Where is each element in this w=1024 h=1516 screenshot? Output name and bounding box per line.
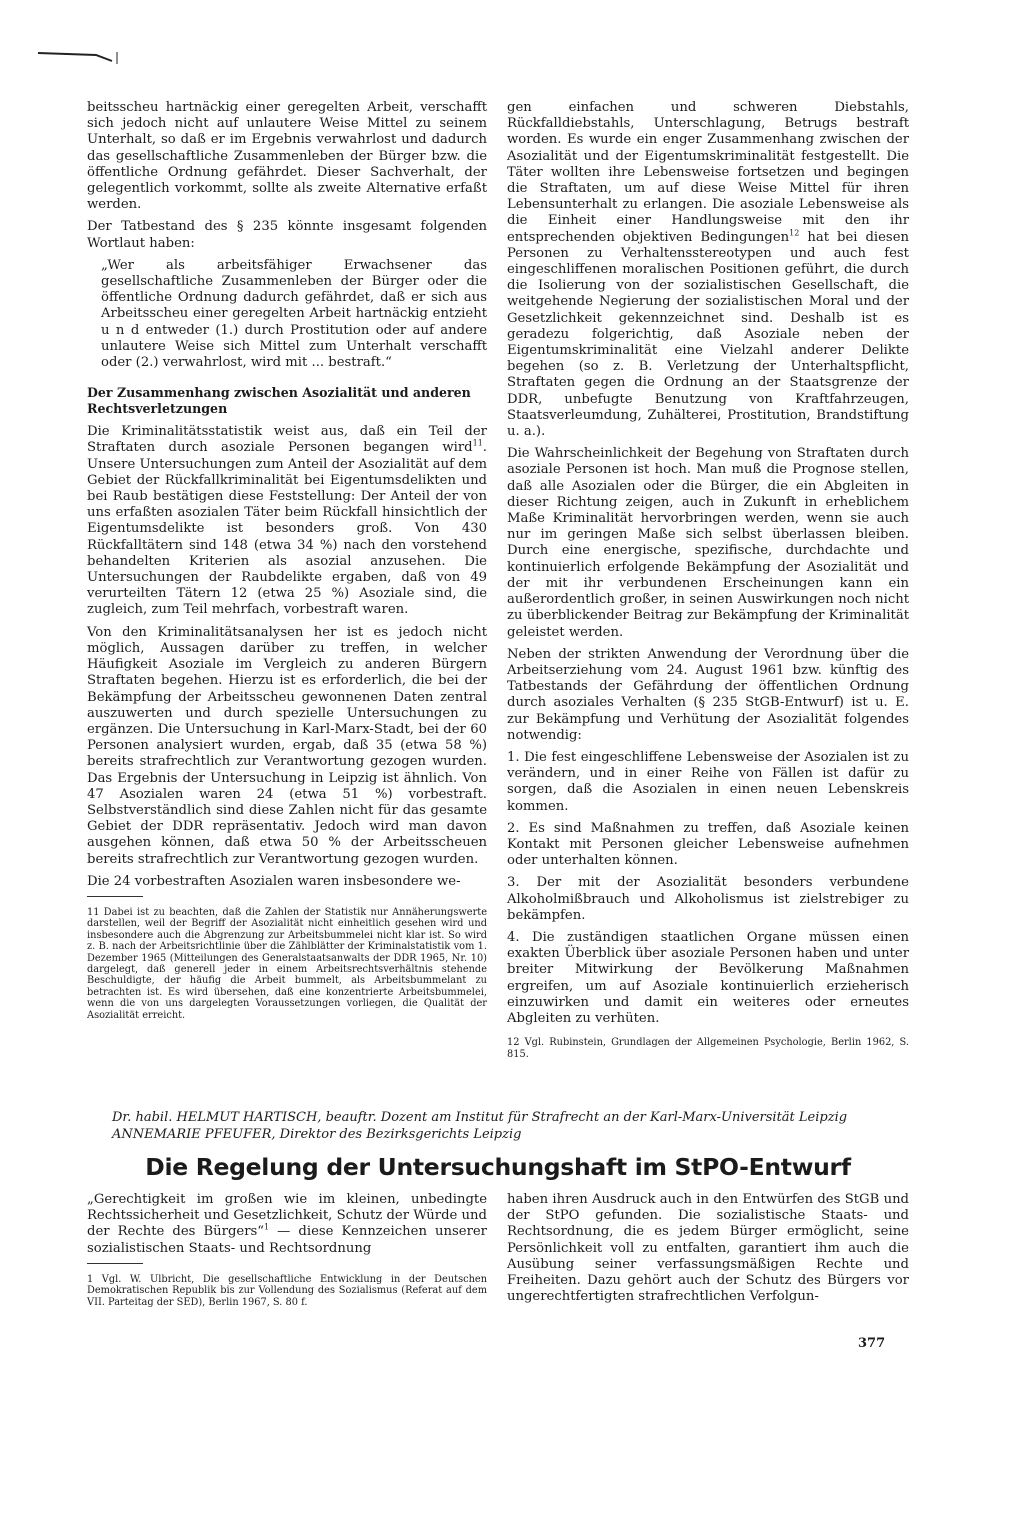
author-block [112,1110,912,1143]
paragraph [87,1192,487,1257]
footnote: 12 Vgl. Rubinstein, Grundlagen der Allgemeinen Psychologie, Berlin 1962, S. 815. [507,1037,909,1060]
author-line: Dr. habil. HELMUT HARTISCH, beauftr. Dozent am Institut für Strafrecht an der Karl-Marx-Universität Leipzig [112,1110,848,1125]
paragraph-text: — diese Kennzeichen unserer sozialistischen Staats- und Rechtsordnung [87,1224,487,1256]
paragraph: Der Tatbestand des § 235 könnte insgesamt folgenden Wortlaut haben: [87,219,487,251]
list-item: 3. Der mit der Asozialität besonders verbundene Alkoholmißbrauch und Alkoholismus ist zielstrebiger zu bekämpfen. [507,875,909,923]
paragraph [507,100,909,440]
paragraph: beitsscheu hartnäckig einer geregelten Arbeit, verschafft sich jedoch nicht auf unlautere Weise Mittel zu seinem Unterhalt, so daß er im Ergebnis verwahrlost und dadurch das gesellschaftliche Zusammenleben der Bürger bzw. die öffentliche Ordnung gefährdet. Dieser Sachverhalt, der gelegentlich vorkommt, sollte als zweite Alternative erfaßt werden. [87,100,487,213]
footnote: 11 Dabei ist zu beachten, daß die Zahlen der Statistik nur Annäherungswerte darstellen, weil der Begriff der Asozialität nicht einheitlich gesehen wird und insbesondere auch die Abgrenzung zur Arbeitsbummelei nicht klar ist. So wird z. B. nach der Arbeitsrichtlinie über die Zählblätter der Kriminalstatistik vom 1. Dezember 1965 (Mitteilungen des Generalstaatsanwalts der DDR 1965, Nr. 10) dargelegt, daß generell jeder in einem Arbeitsrechtsverhältnis stehende Beschuldigte, der häufig die Arbeit bummelt, als Arbeitsbummelant zu betrachten ist. Es wird übersehen, daß eine konzentrierte Arbeitsbummelei, wenn die von uns dargelegten Voraussetzungen vorliegen, die Qualität der Asozialität erreicht. [87,906,487,1021]
paragraph: haben ihren Ausdruck auch in den Entwürfen des StGB und der StPO gefunden. Die sozialistische Staats- und Rechtsordnung, die es jedem Bürger ermöglicht, seine Persönlichkeit voll zu entfalten, garantiert ihm auch die Ausübung seiner verfassungsmäßigen Rechte und Freiheiten. Dazu gehört auch der Schutz des Bürgers vor ungerechtfertigten strafrechtlichen Verfolgun- [507,1192,909,1305]
paragraph: Die Wahrscheinlichkeit der Begehung von Straftaten durch asoziale Personen ist hoch. Man muß die Prognose stellen, daß alle Asozialen oder die Bürger, die ein Abgleiten in dieser Richtung zeigen, auch in Zukunft in erheblichem Maße Kriminalität hervorbringen werden, wenn sie auch nur im geringen Maße sich selbst überlassen bleiben. Durch eine energische, spezifische, durchdachte und kontinuierlich erfolgende Bekämpfung der Asozialität und der mit ihr verbundenen Erscheinungen kann ein außerordentlich großer, in seinen Auswirkungen noch nicht zu überblickender Beitrag zur Bekämpfung der Kriminalität geleistet werden. [507,446,909,640]
corner-rule-mark [38,50,120,64]
footnote-ref: 11 [472,439,483,449]
paragraph-text: gen einfachen und schweren Diebstahls, Rückfalldiebstahls, Unterschlagung, Betrugs bestraft worden. Es wurde ein enger Zusammenhang zwischen der Asozialität und der Eigentumskriminalität festgestellt. Die Täter wollten ihre Lebensweise fortsetzen und begingen die Straftaten, um auf diese Weise Mittel für ihren Lebensunterhalt zu erlangen. Die asoziale Lebensweise als die Einheit einer Handlungsweise mit den ihr entsprechenden objektiven Bedingungen [507,100,909,245]
list-item: 1. Die fest eingeschliffene Lebensweise der Asozialen ist zu verändern, und in einer Reihe von Fällen ist dafür zu sorgen, daß die Asozialen in einen neuen Lebenskreis kommen. [507,749,909,814]
footnote-ref: 12 [789,228,800,238]
list-item: 2. Es sind Maßnahmen zu treffen, daß Asoziale keinen Kontakt mit Personen gleicher Lebensweise aufnehmen oder unterhalten können. [507,820,909,869]
paragraph-text: Die Kriminalitätsstatistik weist aus, daß ein Teil der Straftaten durch asoziale Personen begangen wird [87,424,487,456]
paragraph: Die 24 vorbestraften Asozialen waren insbesondere we- [87,873,461,889]
footnote: 1 Vgl. W. Ulbricht, Die gesellschaftliche Entwicklung in der Deutschen Demokratischen Republik bis zur Vollendung des Sozialismus (Referat auf dem VII. Parteitag der SED), Berlin 1967, S. 80 f. [87,1273,487,1308]
legal-quote: „Wer als arbeitsfähiger Erwachsener das gesellschaftliche Zusammenleben der Bürger oder die öffentliche Ordnung dadurch gefährdet, daß er sich aus Arbeitsscheu einer geregelten Arbeit hartnäckig entzieht u n d entweder (1.) durch Prostitution oder auf andere unlautere Weise sich Mittel zum Unterhalt verschafft oder (2.) verwahrlost, wird mit ... bestraft.“ [101,257,487,371]
section-heading: Der Zusammenhang zwischen Asozialität und anderen Rechtsverletzungen [87,385,471,416]
paragraph-text: . Unsere Untersuchungen zum Anteil der Asozialität auf dem Gebiet der Rückfallkriminalität bei Eigentumsdelikten und bei Raub bestätigen diese Feststellung: Der Anteil der von uns erfaßten asozialen Täter beim Rückfall hinsichtlich der Eigentumsdelikte ist besonders groß. Von 430 Rückfalltätern sind 148 (etwa 34 %) nach den vorstehend behandelten Kriterien als asozial anzusehen. Die Untersuchungen der Raubdelikte ergaben, daß von 49 verurteilten Tätern 12 (etwa 25 %) Asoziale sind, die zugleich, zum Teil mehrfach, vorbestraft waren. [87,440,487,618]
right-column [507,100,909,1066]
paragraph: Neben der strikten Anwendung der Verordnung über die Arbeitserziehung vom 24. August 1961 bzw. künftig des Tatbestands der Gefährdung der öffentlichen Ordnung durch asoziales Verhalten (§ 235 StGB-Entwurf) ist u. E. zur Bekämpfung und Verhütung der Asozialität folgendes notwendig: [507,646,909,743]
article-right-column [507,1192,909,1311]
paragraph: Von den Kriminalitätsanalysen her ist es jedoch nicht möglich, Aussagen darüber zu treffen, in welcher Häufigkeit Asoziale im Vergleich zu anderen Bürgern Straftaten begehen. Hierzu ist es erforderlich, die bei der Bekämpfung der Arbeitsscheu gewonnenen Daten zentral auszuwerten und durch spezielle Untersuchungen zu ergänzen. Die Untersuchung in Karl-Marx-Stadt, bei der 60 Personen analysiert wurden, ergab, daß 35 (etwa 58 %) bereits strafrechtlich zur Verantwortung gezogen wurden. Das Ergebnis der Untersuchung in Leipzig ist ähnlich. Von 47 Asozialen waren 24 (etwa 51 %) vorbestraft. Selbstverständlich sind diese Zahlen nicht für das gesamte Gebiet der DDR repräsentativ. Jedoch wird man davon ausgehen können, daß etwa 50 % der Arbeitsscheuen bereits strafrechtlich zur Verantwortung gezogen wurden. [87,624,487,867]
left-column [87,100,487,1027]
article-title: Die Regelung der Untersuchungshaft im StPO-Entwurf [145,1153,851,1181]
footnote-ref: 1 [264,1223,270,1233]
list-item: 4. Die zuständigen staatlichen Organe müssen einen exakten Überblick über asoziale Personen haben und unter breiter Mitwirkung der Bevölkerung Maßnahmen ergreifen, um auf Asoziale kontinuierlich erzieherisch einzuwirken und damit ein weiteres oder erneutes Abgleiten zu verhüten. [507,929,909,1026]
footnote-divider [87,1263,143,1264]
article-left-column [87,1192,487,1314]
page-number: 377 [858,1336,886,1351]
footnote-divider [87,896,143,897]
paragraph-text: hat bei diesen Personen zu Verhaltensstereotypen und auch fest eingeschliffenen moralischen Positionen geführt, die durch die Isolierung von der sozialistischen Gesellschaft, die weitgehende Negierung der sozialistischen Moral und der Gesetzlichkeit gekennzeichnet sind. Deshalb ist es geradezu folgerichtig, daß Asoziale neben der Eigentumskriminalität eine Vielzahl anderer Delikte begehen (so z. B. Verletzung der Unterhaltspflicht, Straftaten gegen die Ordnung an der Staatsgrenze der DDR, unbefugte Benutzung von Kraftfahrzeugen, Staatsverleumdung, Zuhälterei, Prostitution, Brandstiftung u. a.). [507,229,909,440]
author-line: ANNEMARIE PFEUFER, Direktor des Bezirksgerichts Leipzig [112,1126,522,1142]
paragraph-text: „Gerechtigkeit im großen wie im kleinen, unbedingte Rechtssicherheit und Gesetzlichkeit, Schutz der Würde und der Rechte des Bürgers“ [87,1192,487,1240]
paragraph [87,424,487,618]
